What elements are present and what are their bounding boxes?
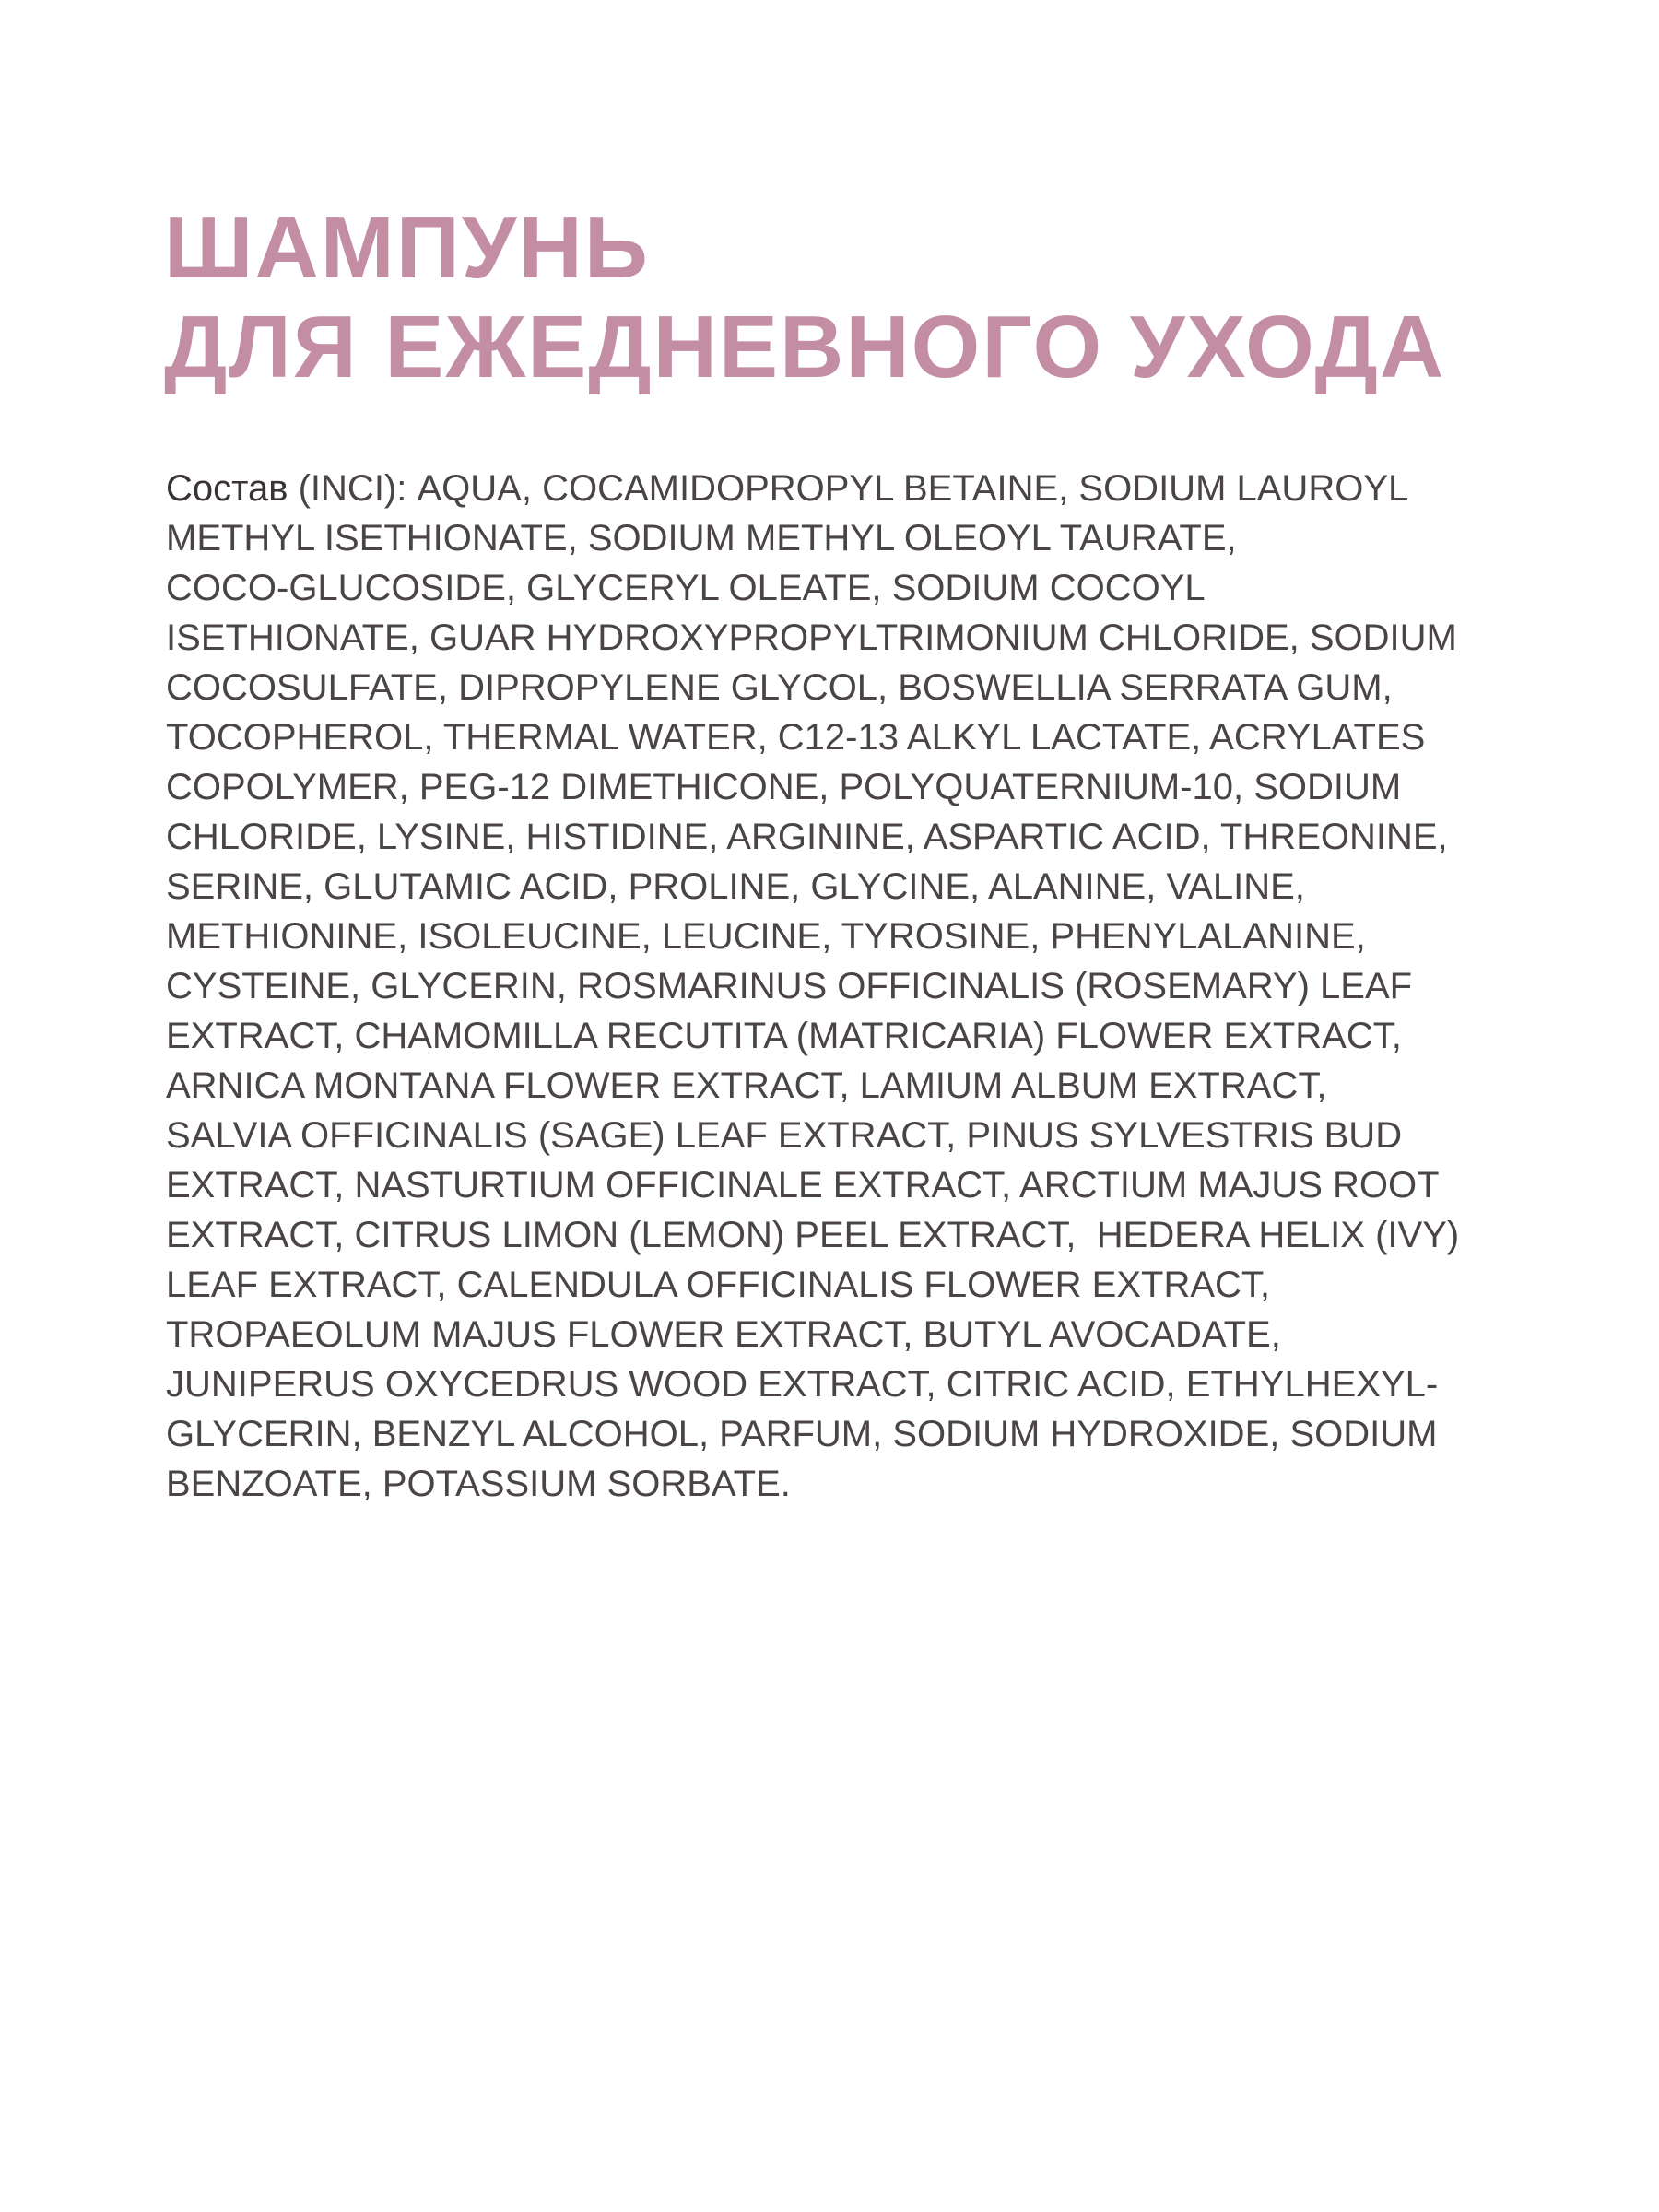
ingredients-label: Состав: [166, 468, 288, 509]
ingredients-line: COCOSULFATE, DIPROPYLENE GLYCOL, BOSWELLIA SERRATA GUM,: [166, 667, 1393, 708]
ingredients-line: SALVIA OFFICINALIS (SAGE) LEAF EXTRACT, PINUS SYLVESTRIS BUD: [166, 1115, 1403, 1156]
product-title: [164, 198, 1547, 397]
ingredients-line: BENZOATE, POTASSIUM SORBATE.: [166, 1464, 791, 1504]
ingredients-line: CHLORIDE, LYSINE, HISTIDINE, ARGININE, ASPARTIC ACID, THREONINE,: [166, 817, 1448, 857]
ingredients-list: [166, 464, 1530, 1509]
ingredients-line: ARNICA MONTANA FLOWER EXTRACT, LAMIUM ALBUM EXTRACT,: [166, 1065, 1327, 1106]
ingredients-line: EXTRACT, NASTURTIUM OFFICINALE EXTRACT, ARCTIUM MAJUS ROOT: [166, 1165, 1440, 1206]
ingredients-line: LEAF EXTRACT, CALENDULA OFFICINALIS FLOWER EXTRACT,: [166, 1265, 1271, 1305]
ingredients-line: EXTRACT, CITRUS LIMON (LEMON) PEEL EXTRACT, HEDERA HELIX (IVY): [166, 1215, 1460, 1255]
ingredients-line: TOCOPHEROL, THERMAL WATER, C12-13 ALKYL LACTATE, ACRYLATES: [166, 717, 1426, 758]
ingredients-line: METHYL ISETHIONATE, SODIUM METHYL OLEOYL TAURATE,: [166, 518, 1237, 559]
ingredients-first-line-text: (INCI): AQUA, COCAMIDOPROPYL BETAINE, SODIUM LAUROYL: [288, 468, 1409, 509]
ingredients-line: CYSTEINE, GLYCERIN, ROSMARINUS OFFICINALIS (ROSEMARY) LEAF: [166, 966, 1413, 1006]
product-title-line-1: ШАМПУНЬ: [164, 198, 650, 297]
ingredients-line: TROPAEOLUM MAJUS FLOWER EXTRACT, BUTYL AVOCADATE,: [166, 1314, 1281, 1355]
ingredients-line: COCO-GLUCOSIDE, GLYCERYL OLEATE, SODIUM COCOYL: [166, 568, 1206, 608]
product-title-line-2: ДЛЯ ЕЖЕДНЕВНОГО УХОДА: [164, 298, 1446, 396]
ingredients-line: COPOLYMER, PEG-12 DIMETHICONE, POLYQUATERNIUM-10, SODIUM: [166, 767, 1402, 807]
ingredients-line: SERINE, GLUTAMIC ACID, PROLINE, GLYCINE, ALANINE, VALINE,: [166, 866, 1305, 907]
ingredients-line: GLYCERIN, BENZYL ALCOHOL, PARFUM, SODIUM HYDROXIDE, SODIUM: [166, 1414, 1438, 1454]
ingredients-line: [166, 464, 1530, 513]
ingredients-line: ISETHIONATE, GUAR HYDROXYPROPYLTRIMONIUM CHLORIDE, SODIUM: [166, 618, 1457, 658]
ingredients-line: EXTRACT, CHAMOMILLA RECUTITA (MATRICARIA) FLOWER EXTRACT,: [166, 1016, 1402, 1056]
ingredients-line: METHIONINE, ISOLEUCINE, LEUCINE, TYROSINE, PHENYLALANINE,: [166, 916, 1366, 957]
ingredients-line: JUNIPERUS OXYCEDRUS WOOD EXTRACT, CITRIC ACID, ETHYLHEXYL-: [166, 1364, 1439, 1405]
